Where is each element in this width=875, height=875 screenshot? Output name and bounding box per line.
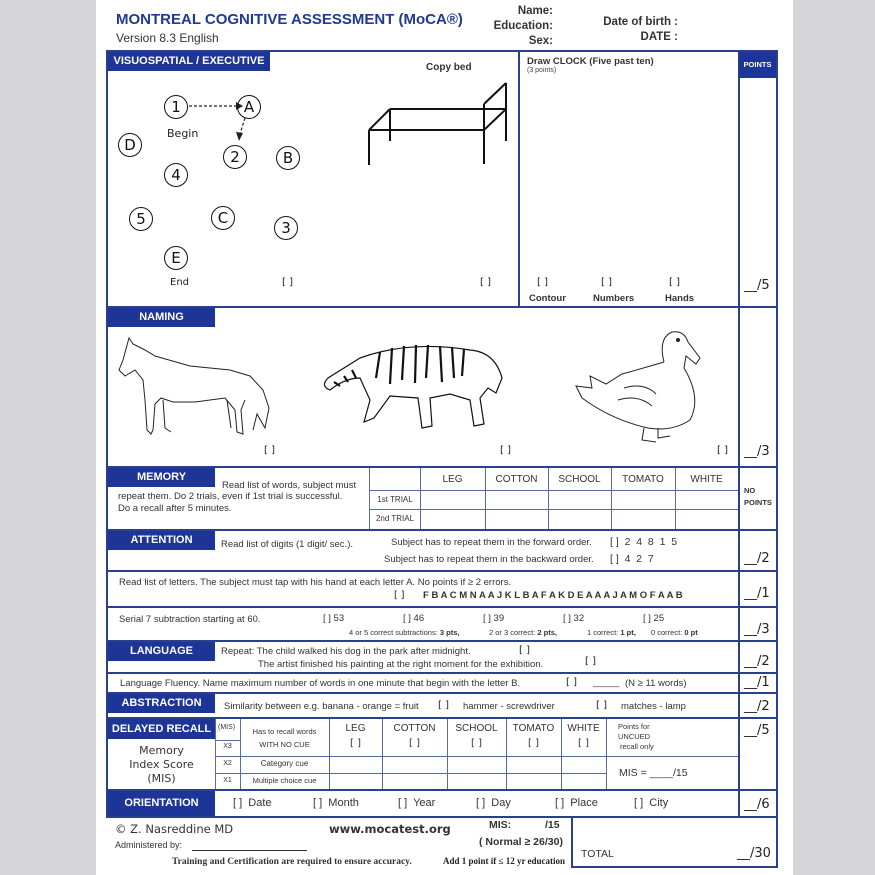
serial-scoring-2: 2 or 3 correct: 2 pts, [489,628,557,637]
recall-cotton-checkbox[interactable]: [ ] [409,738,420,749]
naming-tiger-checkbox[interactable]: [ ] [500,445,511,456]
memory-no-points-2: POINTS [744,498,772,507]
name-label: Name: [517,5,553,17]
fluency-checkbox[interactable]: [ ] [566,677,577,688]
cue-none-1: Has to recall words [252,727,317,736]
abstraction-score[interactable]: __/2 [744,699,770,714]
education-label: Education: [493,20,553,32]
points-note-2: UNCUED [618,732,651,741]
naming-horse-checkbox[interactable]: [ ] [264,445,275,456]
fluency-instruction: Language Fluency. Name maximum number of words in one minute that begin with the letter B. [120,678,521,689]
mis-title-1: Memory [139,744,184,757]
orientation-year: [ ] Year [398,797,436,809]
points-note-1: Points for [618,722,650,731]
total-box-bottom [571,866,778,868]
total-label: TOTAL [581,848,614,860]
administered-by-label: Administered by: [115,840,183,850]
clock-numbers-label: Numbers [593,293,635,304]
horse-drawing [115,330,280,440]
attention-header: ATTENTION [108,531,215,550]
multiplier-x1: X1 [223,777,232,784]
form-version: Version 8.3 English [116,31,219,45]
memory-instruction-1: Read list of words, subject must [222,480,357,491]
serial-scoring-4: 0 correct: 0 pt [651,628,698,637]
forward-digits[interactable]: [ ] 2 4 8 1 5 [610,536,678,548]
trail-node-d: D [118,133,142,157]
recall-leg-checkbox[interactable]: [ ] [350,738,361,749]
backward-digits[interactable]: [ ] 4 2 7 [610,553,654,565]
serial-score[interactable]: __/3 [744,622,770,637]
orientation-score[interactable]: __/6 [744,797,770,812]
orientation-day: [ ] Day [476,797,511,809]
memory-header: MEMORY [108,468,215,487]
points-note-3: recall only [620,742,654,751]
trail-node-4: 4 [164,163,188,187]
divider-letters [106,570,777,572]
memory-word-cotton: COTTON [495,474,538,485]
clock-hands-checkbox[interactable]: [ ] [669,277,680,288]
fluency-blank[interactable]: _____ [593,677,620,688]
multiplier-x3: X3 [223,743,232,750]
visuospatial-score[interactable]: __/5 [744,278,770,293]
dob-label: Date of birth : [603,16,678,28]
serial-scoring-3: 1 correct: 1 pt, [587,628,636,637]
duck-drawing [572,328,707,446]
copy-bed-label: Copy bed [426,62,472,73]
abstraction-1-checkbox[interactable]: [ ] [438,700,449,711]
delayed-recall-score[interactable]: __/5 [744,723,770,738]
total-box-left [571,816,573,867]
recall-tomato-checkbox[interactable]: [ ] [528,738,539,749]
points-header: POINTS [739,52,776,78]
mis-title-3: (MIS) [147,772,176,785]
divider-footer [106,816,777,818]
recall-word-school: SCHOOL [455,723,498,734]
dr-row-line [215,740,240,741]
memory-word-white: WHITE [690,474,723,485]
clock-numbers-checkbox[interactable]: [ ] [601,277,612,288]
form-right-border [776,50,778,867]
recall-word-tomato: TOMATO [512,723,555,734]
date-label: DATE : [640,31,678,43]
trail-making-arrows [108,72,328,302]
memory-trial-1: 1st TRIAL [377,495,413,504]
memory-word-tomato: TOMATO [622,474,664,485]
clock-subtitle: (3 points) [527,67,557,74]
mem-row-line [369,509,738,510]
dr-row-line [215,773,606,774]
naming-header: NAMING [108,308,215,327]
letters-checkbox[interactable]: [ ] [394,590,405,601]
letters-sequence: F B A C M N A A J K L B A F A K D E A A A J A M O F A A B [423,590,683,601]
abstraction-example: Similarity between e.g. banana - orange = fruit [224,701,419,712]
repeat-1-checkbox[interactable]: [ ] [519,645,530,656]
recall-word-cotton: COTTON [393,723,436,734]
trail-node-b: B [276,146,300,170]
abstraction-item-1: hammer - screwdriver [463,701,555,712]
serial-39[interactable]: [ ] 39 [483,613,505,624]
trail-node-e: E [164,246,188,270]
orientation-month: [ ] Month [313,797,359,809]
repeat-2-checkbox[interactable]: [ ] [585,656,596,667]
memory-trial-2: 2nd TRIAL [375,514,415,523]
orientation-header: ORIENTATION [108,791,215,816]
language-header: LANGUAGE [108,642,215,661]
orientation-city: [ ] City [634,797,669,809]
memory-instruction-3: Do a recall after 5 minutes. [118,503,232,514]
trail-node-c: C [211,206,235,230]
letters-score[interactable]: __/1 [744,586,770,601]
digits-instruction: Read list of digits (1 digit/ sec.). [221,539,353,550]
orientation-date: [ ] Date [233,797,272,809]
total-score[interactable]: __/30 [737,846,771,861]
normal-range: ( Normal ≥ 26/30) [479,836,563,848]
bed-checkbox[interactable]: [ ] [480,277,491,288]
naming-score[interactable]: __/3 [744,444,770,459]
recall-word-white: WHITE [567,723,600,734]
dr-col-line [606,719,607,789]
footer-mis-label: MIS: [489,819,512,831]
serial-32[interactable]: [ ] 32 [563,613,585,624]
abstraction-header: ABSTRACTION [108,694,215,713]
sex-label: Sex: [528,35,553,47]
delayed-recall-header: DELAYED RECALL [108,719,215,739]
forward-text: Subject has to repeat them in the forward order. [391,537,592,548]
website-link[interactable]: www.mocatest.org [329,822,451,836]
mis-title-2: Index Score [129,758,194,771]
mem-row-line [369,490,738,491]
administered-by-line[interactable] [192,850,307,851]
memory-word-leg: LEG [442,474,463,485]
naming-duck-checkbox[interactable]: [ ] [717,445,728,456]
memory-no-points-1: NO [744,486,756,495]
trail-node-a: A [237,95,261,119]
cue-category: Category cue [260,759,309,768]
serial-25[interactable]: [ ] 25 [643,613,665,624]
bed-drawing [360,80,510,170]
abstraction-2-checkbox[interactable]: [ ] [596,700,607,711]
serial-53[interactable]: [ ] 53 [323,613,345,624]
recall-word-leg: LEG [345,723,366,734]
begin-label: Begin [167,127,199,140]
trail-node-1: 1 [164,95,188,119]
mis-label: (MIS) [218,724,236,731]
visuospatial-header: VISUOSPATIAL / EXECUTIVE [108,52,270,71]
clock-contour-checkbox[interactable]: [ ] [537,277,548,288]
tiger-drawing [320,338,505,433]
cue-none-2: WITH NO CUE [259,740,310,749]
trail-checkbox[interactable]: [ ] [282,277,293,288]
points-column-divider [738,50,740,817]
fluency-criterion: (N ≥ 11 words) [625,678,687,689]
trail-node-3: 3 [274,216,298,240]
memory-instruction-2: repeat them. Do 2 trials, even if 1st trial is successful. [118,491,343,502]
footer-mis-value: /15 [545,819,560,831]
trail-node-2: 2 [223,145,247,169]
divider-serial [106,606,777,608]
training-note: Training and Certification are required to ensure accuracy. [172,857,412,867]
fluency-score[interactable]: __/1 [744,675,770,690]
dr-row-line [606,756,738,757]
mis-formula[interactable]: MIS = ____/15 [619,767,688,779]
form-title: MONTREAL COGNITIVE ASSESSMENT (MoCA®) [116,11,463,28]
orientation-place: [ ] Place [555,797,598,809]
divider-fluency [106,672,777,674]
education-note: Add 1 point if ≤ 12 yr education [443,856,566,866]
serial-46[interactable]: [ ] 46 [403,613,425,624]
serial-instruction: Serial 7 subtraction starting at 60. [119,614,261,625]
cue-multiple: Multiple choice cue [252,776,317,785]
recall-school-checkbox[interactable]: [ ] [471,738,482,749]
multiplier-x2: X2 [223,760,232,767]
recall-white-checkbox[interactable]: [ ] [578,738,589,749]
repeat-sentence-1: Repeat: The child walked his dog in the park after midnight. [221,646,471,657]
clock-hands-label: Hands [665,293,695,304]
backward-text: Subject has to repeat them in the backward order. [384,554,594,565]
letters-instruction: Read list of letters. The subject must tap with his hand at each letter A. No points if ≥ 2 errors. [119,577,512,588]
repeat-score[interactable]: __/2 [744,654,770,669]
clock-divider [518,50,520,306]
trail-node-5: 5 [129,207,153,231]
clock-title: Draw CLOCK (Five past ten) [527,56,654,67]
repeat-sentence-2: The artist finished his painting at the right moment for the exhibition. [258,659,544,670]
abstraction-item-2: matches - lamp [621,701,686,712]
end-label: End [170,277,190,288]
clock-contour-label: Contour [529,293,566,304]
serial-scoring-1: 4 or 5 correct subtractions: 3 pts, [349,628,460,637]
digits-score[interactable]: __/2 [744,551,770,566]
copyright: © Z. Nasreddine MD [115,822,234,836]
dr-row-line [215,756,606,757]
memory-word-school: SCHOOL [558,474,601,485]
